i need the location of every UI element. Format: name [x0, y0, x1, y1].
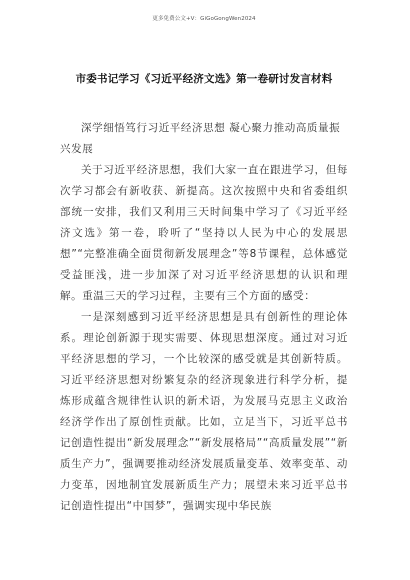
paragraph-point-one: 一是深刻感到习近平经济思想是具有创新性的理论体系。理论创新源于现实需要、体现思想深度。通过对习近平经济思想的学习，一个比较深的感受就是其创新特质。习近平经济思想对纷繁复杂的经济现象进行科学分析，提炼形成蕴含规律性认识的新术语，为发展马克思主义政治经济学作出了原创性贡献。比如，立足当下，习近平总书记创造性提出“新发展理念”“新发展格局”“高质量发展”“新质生产力”，强调要推动经济发展质量变革、效率变革、动力变革，因地制宜发展新质生产力；展望未来习近平总书记创造性提出“中国梦”，强调实现中华民族 — [60, 311, 348, 512]
document-subtitle: 深学细悟笃行习近平经济思想 凝心聚力推动高质量振兴发展 — [60, 122, 341, 155]
document-title: 市委书记学习《习近平经济文选》第一卷研讨发言材料 — [75, 73, 333, 85]
paragraph-intro: 关于习近平经济思想，我们大家一直在跟进学习，但每次学习都会有新收获、新提高。这次按照中央和省委组织部统一安排，我们又利用三天时间集中学习了《习近平经济文选》第一卷，聆听了“坚持以人民为中心的发展思想”“完整准确全面贯彻新发展理念”等8节课程，总体感觉受益匪浅，进一步加深了对习近平经济思想的认识和理解。重温三天的学习过程，主要有三个方面的感受： — [60, 164, 348, 302]
watermark-header: 更多免费公文+V：GiGoGongWen2024 — [152, 16, 256, 22]
